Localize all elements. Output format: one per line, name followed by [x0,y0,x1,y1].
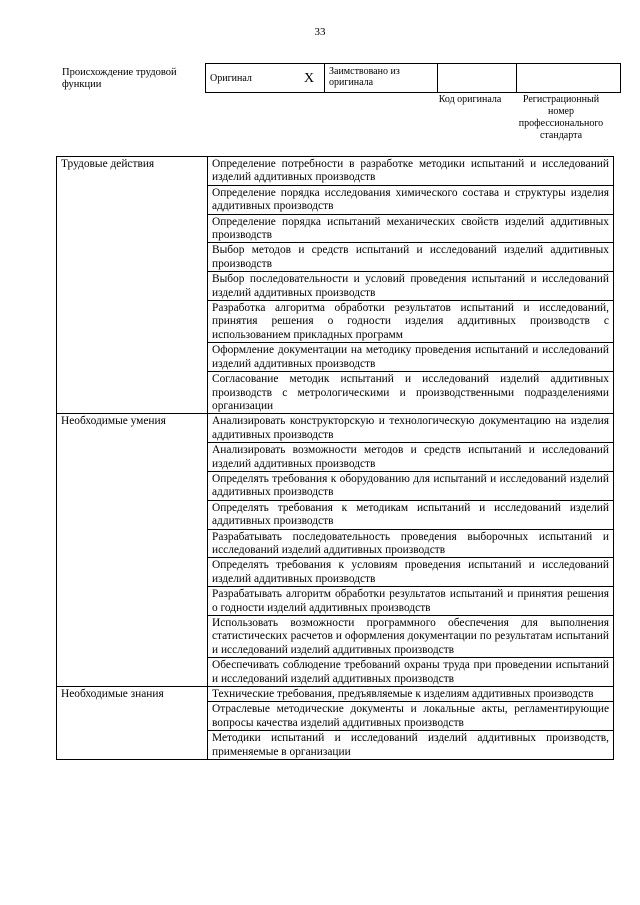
table-row [57,157,614,186]
original-code-cell [438,64,517,93]
item-text: Обеспечивать соблюдение требований охраны труда при проведении испытаний и исследований изделий аддитивных производств [208,658,614,687]
item-text: Определение порядка исследования химического состава и структуры изделия аддитивных производств [208,185,614,214]
item-text: Разрабатывать последовательность проведения выборочных испытаний и исследований изделий аддитивных производств [208,529,614,558]
registration-number-cell [517,64,621,93]
item-text: Определение порядка испытаний механических свойств изделий аддитивных производств [208,214,614,243]
code-caption: Код оригинала [438,94,502,105]
item-text: Использовать возможности программного обеспечения для выполнения статистических расчетов и оформления документации по результатам испытаний и исследований изделий аддитивных производств [208,616,614,658]
item-text: Разрабатывать алгоритм обработки результатов испытаний и принятия решения о годности изделий аддитивных производств [208,587,614,616]
item-text: Определять требования к оборудованию для испытаний и исследований изделий аддитивных производств [208,471,614,500]
table-row [57,687,614,702]
item-text: Согласование методик испытаний и исследований изделий аддитивных производств с метрологическими и производственными подразделениями организации [208,372,614,414]
section-title: Необходимые знания [57,687,208,760]
item-text: Определять требования к условиям проведения испытаний и исследований изделий аддитивных производств [208,558,614,587]
borrowed-cell: Заимствовано из оригинала [325,64,438,93]
origin-table [205,63,621,93]
page-number: 33 [314,26,326,38]
registration-caption: Регистрационный номер профессионального стандарта [518,94,604,141]
item-text: Выбор последовательности и условий проведения испытаний и исследований изделий аддитивных производств [208,272,614,301]
item-text: Разработка алгоритма обработки результатов испытаний и исследований, принятия решения о годности изделия аддитивных производств с использованием прикладных программ [208,301,614,343]
functions-table [56,156,614,760]
item-text: Оформление документации на методику проведения испытаний и исследований изделий аддитивных производств [208,343,614,372]
section-title: Трудовые действия [57,157,208,414]
item-text: Определение потребности в разработке методики испытаний и исследований изделий аддитивных производств [208,157,614,186]
item-text: Методики испытаний и исследований изделий аддитивных производств, применяемые в организации [208,731,614,760]
item-text: Отраслевые методические документы и локальные акты, регламентирующие вопросы качества изделий аддитивных производств [208,702,614,731]
item-text: Технические требования, предъявляемые к изделиям аддитивных производств [208,687,614,702]
item-text: Анализировать возможности методов и средств испытаний и исследований изделий аддитивных производств [208,443,614,472]
item-text: Анализировать конструкторскую и технологическую документацию на изделия аддитивных производств [208,414,614,443]
table-row [57,414,614,443]
section-title: Необходимые умения [57,414,208,687]
origin-label: Происхождение трудовой функции [62,67,177,90]
item-text: Выбор методов и средств испытаний и исследований изделий аддитивных производств [208,243,614,272]
original-mark: X [294,64,325,93]
item-text: Определять требования к методикам испытаний и исследований изделий аддитивных производств [208,500,614,529]
original-cell: Оригинал [206,64,295,93]
